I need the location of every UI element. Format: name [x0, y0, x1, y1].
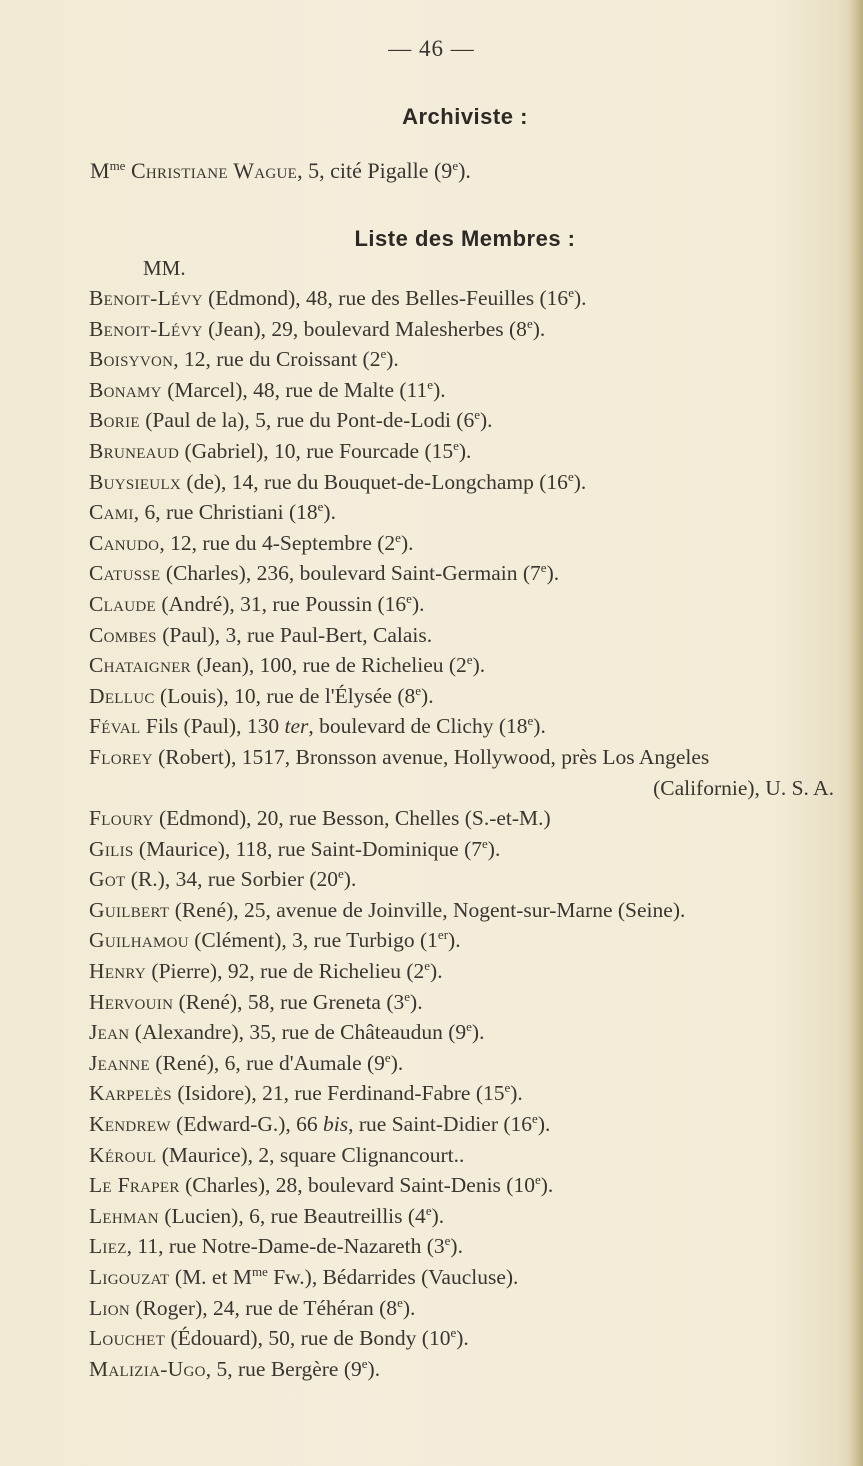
member-details: , 5, rue Bergère (9	[205, 1356, 362, 1381]
member-entry	[89, 925, 849, 956]
page-edge	[849, 0, 863, 1466]
member-surname: Guilhamou	[89, 928, 189, 953]
member-details-end: ).	[510, 1081, 523, 1106]
member-details: (René), 58, rue Greneta (3	[173, 989, 405, 1014]
member-details-end: ).	[458, 438, 472, 463]
member-surname: Malizia-Ugo	[89, 1356, 206, 1381]
member-details: , 6, rue Christiani (18	[133, 500, 318, 525]
member-details-end: ).	[421, 683, 434, 708]
member-surname: Combes	[89, 622, 157, 647]
member-entry	[89, 497, 849, 528]
page-number: — 46 —	[388, 36, 475, 61]
member-details-end: ).	[402, 1295, 416, 1320]
member-details-end: ).	[323, 500, 336, 525]
member-entry	[89, 436, 849, 467]
member-details: (Edmond), 20, rue Besson, Chelles (S.-et-M.)	[153, 806, 551, 831]
member-entry	[89, 1354, 849, 1385]
member-surname: Canudo	[89, 530, 160, 555]
member-entry	[89, 405, 849, 436]
member-ordinal-sup: me	[251, 1264, 268, 1279]
member-entry	[89, 314, 849, 345]
member-details-end: ).	[532, 316, 546, 341]
member-details: (Jean), 100, rue de Richelieu (2	[190, 653, 467, 678]
members-salutation: MM.	[143, 256, 186, 280]
archiviste-address-end: ).	[458, 158, 471, 183]
member-details-end: ).	[480, 408, 493, 433]
member-surname: Lion	[89, 1295, 130, 1320]
member-details: (Charles), 28, boulevard Saint-Denis (10	[179, 1173, 535, 1198]
member-details: (Isidore), 21, rue Ferdinand-Fabre (15	[171, 1081, 505, 1106]
member-ordinal-sup: e	[567, 468, 574, 484]
member-entry	[89, 467, 849, 498]
member-surname: Boisyvon	[89, 347, 174, 372]
member-details: (Robert), 1517, Bronsson avenue, Hollywood, près Los Angeles	[152, 744, 710, 769]
member-entry	[89, 803, 849, 834]
member-surname: Louchet	[89, 1326, 166, 1351]
member-continuation-text: (Californie), U. S. A.	[653, 775, 834, 800]
members-list	[89, 283, 849, 1384]
member-details: (René), 6, rue d'Aumale (9	[150, 1050, 385, 1075]
member-details: (Paul), 3, rue Paul-Bert, Calais.	[156, 622, 433, 647]
member-details: (Charles), 236, boulevard Saint-Germain (7	[160, 561, 541, 586]
member-entry	[89, 528, 849, 559]
member-details-end: ).	[573, 469, 587, 494]
member-entry	[89, 1078, 849, 1109]
member-surname: Gilis	[89, 836, 134, 861]
member-details-end: ).	[411, 591, 425, 616]
member-ordinal-sup: e	[406, 590, 412, 606]
member-surname: Ligouzat	[89, 1265, 170, 1289]
member-details: (Édouard), 50, rue de Bondy (10	[165, 1326, 451, 1351]
member-details: (Lucien), 6, rue Beautreillis (4	[158, 1203, 426, 1228]
member-ordinal-sup: e	[466, 652, 473, 668]
member-entry	[89, 1323, 849, 1354]
member-entry	[89, 1109, 849, 1140]
member-details-end: ).	[456, 1326, 469, 1351]
member-surname: Bonamy	[89, 377, 162, 402]
member-details-end: ).	[400, 530, 414, 555]
member-entry	[89, 558, 849, 589]
member-details-end: ).	[431, 1203, 445, 1228]
member-surname: Delluc	[89, 683, 155, 708]
member-surname: Karpelès	[89, 1081, 172, 1106]
member-details-end: Fw.), Bédarrides (Vaucluse).	[267, 1265, 519, 1289]
member-details-end: ).	[573, 286, 587, 310]
member-entry	[89, 589, 849, 620]
member-ordinal-sup: e	[380, 346, 387, 362]
members-list-heading: Liste des Membres :	[354, 226, 576, 251]
member-details: , 12, rue du Croissant (2	[173, 347, 381, 372]
archiviste-prefix: M	[90, 158, 110, 183]
member-entry	[89, 375, 849, 406]
member-entry	[89, 834, 849, 865]
member-details-end: ).	[386, 347, 399, 372]
member-surname: Floury	[89, 806, 154, 831]
member-details-end: ).	[537, 1112, 551, 1137]
member-ordinal-sup: e	[317, 499, 324, 515]
member-details: (Edmond), 48, rue des Belles-Feuilles (16	[202, 286, 569, 310]
member-surname: Benoit-Lévy	[89, 286, 203, 310]
member-details-end: ).	[343, 867, 357, 892]
member-ordinal-sup: e	[424, 958, 431, 974]
member-ordinal-sup: e	[361, 1355, 368, 1371]
member-surname: Buysieulx	[89, 469, 182, 494]
member-details-end: ).	[487, 836, 501, 861]
member-details: (Clément), 3, rue Turbigo (1	[188, 928, 438, 953]
member-surname: Féval	[89, 714, 141, 739]
member-entry	[89, 344, 849, 375]
member-entry	[89, 681, 849, 712]
member-ordinal-sup: e	[466, 1019, 472, 1035]
member-surname: Catusse	[89, 561, 161, 586]
member-surname: Jeanne	[89, 1050, 150, 1075]
member-details: (André), 31, rue Poussin (16	[155, 591, 407, 616]
member-surname: Claude	[89, 591, 156, 616]
member-entry	[89, 1048, 849, 1079]
member-ordinal-sup: e	[425, 1202, 432, 1218]
member-details-end: ).	[450, 1234, 463, 1259]
member-details: , 12, rue du 4-Septembre (2	[159, 530, 396, 555]
member-ordinal-sup: e	[384, 1049, 391, 1065]
member-details: (René), 25, avenue de Joinville, Nogent-sur-Marne (Seine).	[169, 897, 686, 922]
archiviste-address: , 5, cité Pigalle (9	[297, 158, 453, 183]
member-details-end: ).	[471, 1020, 485, 1045]
member-details: (Marcel), 48, rue de Malte (11	[161, 377, 428, 402]
member-details: (Maurice), 2, square Clignancourt..	[156, 1142, 465, 1167]
member-surname: Kéroul	[89, 1142, 157, 1167]
archiviste-address-sup: e	[452, 158, 459, 173]
member-surname: Hervouin	[89, 989, 174, 1014]
member-surname: Chataigner	[89, 653, 191, 678]
member-ordinal-sup: e	[527, 713, 534, 729]
member-entry	[89, 1017, 849, 1048]
member-surname: Got	[89, 867, 126, 892]
member-details: (de), 14, rue du Bouquet-de-Longchamp (16	[181, 469, 568, 494]
member-entry	[89, 650, 849, 681]
archiviste-prefix-sup: me	[109, 158, 126, 173]
member-entry-continuation	[89, 773, 836, 804]
member-surname: Florey	[89, 744, 153, 769]
member-details: (Pierre), 92, rue de Richelieu (2	[146, 959, 425, 984]
member-ordinal-sup: e	[532, 1111, 538, 1127]
member-entry	[89, 987, 849, 1018]
member-ordinal-sup: er	[437, 927, 449, 943]
member-details-end: ).	[472, 653, 486, 678]
member-details-end: ).	[433, 377, 446, 402]
member-details: (Paul de la), 5, rue du Pont-de-Lodi (6	[139, 408, 475, 433]
archiviste-name: Christiane Wague	[130, 158, 298, 183]
member-ordinal-sup: e	[404, 988, 411, 1004]
member-address-suffix: bis	[323, 1112, 349, 1137]
member-details: (Edward-G.), 66	[170, 1112, 324, 1137]
member-details-cont: , boulevard de Clichy (18	[308, 714, 528, 739]
member-details: (Alexandre), 35, rue de Châteaudun (9	[129, 1020, 467, 1045]
member-details-end: ).	[540, 1173, 554, 1198]
member-entry	[89, 742, 849, 773]
member-details-end: ).	[448, 928, 461, 953]
member-ordinal-sup: e	[526, 315, 533, 331]
member-ordinal-sup: e	[444, 1233, 451, 1249]
archiviste-heading: Archiviste :	[402, 104, 528, 129]
member-details: (M. et M	[169, 1265, 252, 1289]
member-ordinal-sup: e	[427, 376, 434, 392]
member-entry	[89, 1262, 849, 1293]
member-entry	[89, 1293, 849, 1324]
member-details: (Gabriel), 10, rue Fourcade (15	[179, 438, 454, 463]
member-ordinal-sup: e	[453, 437, 459, 453]
member-details-end: ).	[367, 1356, 381, 1381]
member-details-end: ).	[410, 989, 423, 1014]
member-surname: Henry	[89, 959, 147, 984]
member-entry	[89, 895, 849, 926]
member-entry	[89, 1170, 849, 1201]
member-surname: Guilbert	[89, 897, 170, 922]
member-entry	[89, 620, 849, 651]
member-address-suffix: ter	[284, 714, 309, 739]
member-details: (Louis), 10, rue de l'Élysée (8	[154, 683, 416, 708]
member-details-cont: , rue Saint-Didier (16	[348, 1112, 533, 1137]
member-surname: Lehman	[89, 1203, 159, 1228]
member-ordinal-sup: e	[482, 835, 488, 851]
member-surname: Borie	[89, 408, 140, 433]
member-surname: Benoit-Lévy	[89, 316, 203, 341]
member-details-end: ).	[533, 714, 546, 739]
member-details-end: ).	[546, 561, 560, 586]
member-entry	[89, 956, 849, 987]
member-surname: Le Fraper	[89, 1173, 180, 1198]
member-entry	[89, 1231, 849, 1262]
member-details: , 11, rue Notre-Dame-de-Nazareth (3	[126, 1234, 445, 1259]
member-ordinal-sup: e	[395, 529, 401, 545]
member-surname: Bruneaud	[89, 438, 180, 463]
member-entry	[89, 1140, 849, 1171]
member-ordinal-sup: e	[534, 1172, 541, 1188]
member-surname: Liez	[89, 1234, 127, 1259]
member-ordinal-sup: e	[415, 682, 422, 698]
member-details: Fils (Paul), 130	[140, 714, 285, 739]
member-details: (R.), 34, rue Sorbier (20	[125, 867, 338, 892]
member-ordinal-sup: e	[450, 1325, 457, 1341]
member-surname: Jean	[89, 1020, 130, 1045]
member-entry	[89, 283, 849, 314]
member-ordinal-sup: e	[474, 407, 480, 423]
member-details: (Jean), 29, boulevard Malesherbes (8	[202, 316, 527, 341]
member-details: (Roger), 24, rue de Téhéran (8	[130, 1295, 398, 1320]
member-surname: Kendrew	[89, 1112, 171, 1137]
member-ordinal-sup: e	[504, 1080, 511, 1096]
member-details-end: ).	[390, 1050, 404, 1075]
member-entry	[89, 864, 849, 895]
archiviste-entry	[90, 158, 471, 184]
member-details: (Maurice), 118, rue Saint-Dominique (7	[133, 836, 483, 861]
member-details-end: ).	[430, 959, 443, 984]
member-entry	[89, 711, 849, 742]
member-ordinal-sup: e	[338, 866, 344, 882]
member-surname: Cami	[89, 500, 134, 525]
member-ordinal-sup: e	[568, 285, 574, 300]
member-entry	[89, 1201, 849, 1232]
member-ordinal-sup: e	[397, 1294, 403, 1310]
member-ordinal-sup: e	[540, 560, 547, 576]
